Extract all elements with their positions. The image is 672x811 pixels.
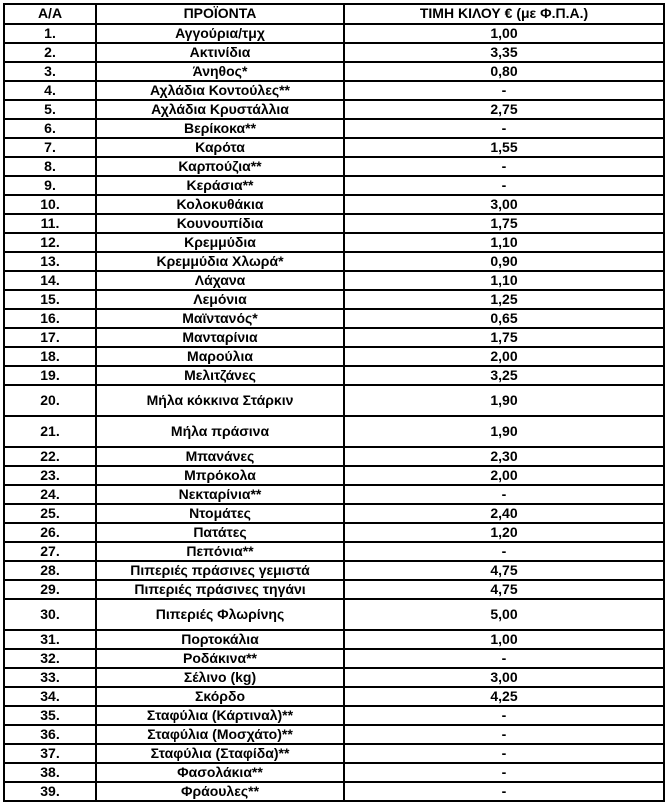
row-number-cell: 19. bbox=[4, 366, 96, 385]
row-number-cell: 17. bbox=[4, 328, 96, 347]
row-number-cell: 11. bbox=[4, 214, 96, 233]
row-number-cell: 31. bbox=[4, 630, 96, 649]
col-header-index: Α/Α bbox=[4, 4, 96, 24]
product-name-cell: Κεράσια** bbox=[96, 176, 344, 195]
price-value-cell: 1,20 bbox=[344, 523, 664, 542]
row-number-cell: 33. bbox=[4, 668, 96, 687]
row-number-cell: 36. bbox=[4, 725, 96, 744]
row-number-cell: 27. bbox=[4, 542, 96, 561]
row-number-cell: 37. bbox=[4, 744, 96, 763]
price-value-cell: 3,00 bbox=[344, 195, 664, 214]
table-row bbox=[4, 366, 664, 385]
table-row bbox=[4, 416, 664, 447]
product-name-cell: Πιπεριές πράσινες γεμιστά bbox=[96, 561, 344, 580]
table-row bbox=[4, 176, 664, 195]
row-number-cell: 18. bbox=[4, 347, 96, 366]
product-name-cell: Καρπούζια** bbox=[96, 157, 344, 176]
table-row bbox=[4, 233, 664, 252]
price-value-cell: - bbox=[344, 542, 664, 561]
table-row bbox=[4, 725, 664, 744]
price-value-cell: 0,90 bbox=[344, 252, 664, 271]
price-value-cell: - bbox=[344, 176, 664, 195]
row-number-cell: 13. bbox=[4, 252, 96, 271]
table-row bbox=[4, 195, 664, 214]
product-name-cell: Αχλάδια Κοντούλες** bbox=[96, 81, 344, 100]
table-row bbox=[4, 100, 664, 119]
table-row bbox=[4, 43, 664, 62]
row-number-cell: 34. bbox=[4, 687, 96, 706]
row-number-cell: 4. bbox=[4, 81, 96, 100]
product-name-cell: Καρότα bbox=[96, 138, 344, 157]
table-row bbox=[4, 466, 664, 485]
row-number-cell: 35. bbox=[4, 706, 96, 725]
product-name-cell: Νεκταρίνια** bbox=[96, 485, 344, 504]
product-name-cell: Ακτινίδια bbox=[96, 43, 344, 62]
table-row bbox=[4, 252, 664, 271]
product-name-cell: Σταφύλια (Σταφίδα)** bbox=[96, 744, 344, 763]
price-value-cell: 1,90 bbox=[344, 416, 664, 447]
table-row bbox=[4, 81, 664, 100]
price-value-cell: - bbox=[344, 725, 664, 744]
price-value-cell: 1,75 bbox=[344, 328, 664, 347]
table-row bbox=[4, 763, 664, 782]
table-row bbox=[4, 580, 664, 599]
product-name-cell: Αγγούρια/τμχ bbox=[96, 24, 344, 43]
row-number-cell: 38. bbox=[4, 763, 96, 782]
price-value-cell: 4,25 bbox=[344, 687, 664, 706]
table-row bbox=[4, 542, 664, 561]
price-value-cell: 1,10 bbox=[344, 233, 664, 252]
product-name-cell: Άνηθος* bbox=[96, 62, 344, 81]
row-number-cell: 23. bbox=[4, 466, 96, 485]
product-name-cell: Λεμόνια bbox=[96, 290, 344, 309]
product-name-cell: Μήλα κόκκινα Στάρκιν bbox=[96, 385, 344, 416]
price-value-cell: 0,80 bbox=[344, 62, 664, 81]
product-name-cell: Αχλάδια Κρυστάλλια bbox=[96, 100, 344, 119]
row-number-cell: 5. bbox=[4, 100, 96, 119]
row-number-cell: 26. bbox=[4, 523, 96, 542]
price-value-cell: - bbox=[344, 119, 664, 138]
table-row bbox=[4, 271, 664, 290]
table-row bbox=[4, 630, 664, 649]
table-row bbox=[4, 782, 664, 801]
row-number-cell: 25. bbox=[4, 504, 96, 523]
row-number-cell: 32. bbox=[4, 649, 96, 668]
row-number-cell: 15. bbox=[4, 290, 96, 309]
price-value-cell: - bbox=[344, 782, 664, 801]
table-row bbox=[4, 385, 664, 416]
product-name-cell: Σταφύλια (Κάρτιναλ)** bbox=[96, 706, 344, 725]
row-number-cell: 9. bbox=[4, 176, 96, 195]
product-name-cell: Πιπεριές Φλωρίνης bbox=[96, 599, 344, 630]
row-number-cell: 14. bbox=[4, 271, 96, 290]
row-number-cell: 28. bbox=[4, 561, 96, 580]
table-header bbox=[4, 4, 664, 24]
row-number-cell: 10. bbox=[4, 195, 96, 214]
product-name-cell: Φασολάκια** bbox=[96, 763, 344, 782]
table-row bbox=[4, 504, 664, 523]
price-value-cell: 1,75 bbox=[344, 214, 664, 233]
row-number-cell: 20. bbox=[4, 385, 96, 416]
product-name-cell: Μελιτζάνες bbox=[96, 366, 344, 385]
product-name-cell: Ντομάτες bbox=[96, 504, 344, 523]
price-value-cell: 1,25 bbox=[344, 290, 664, 309]
product-name-cell: Σταφύλια (Μοσχάτο)** bbox=[96, 725, 344, 744]
table-row bbox=[4, 290, 664, 309]
product-name-cell: Μπρόκολα bbox=[96, 466, 344, 485]
price-value-cell: 2,30 bbox=[344, 447, 664, 466]
table-row bbox=[4, 523, 664, 542]
product-name-cell: Λάχανα bbox=[96, 271, 344, 290]
price-value-cell: 5,00 bbox=[344, 599, 664, 630]
col-header-product: ΠΡΟΪΟΝΤΑ bbox=[96, 4, 344, 24]
price-value-cell: 2,00 bbox=[344, 466, 664, 485]
row-number-cell: 7. bbox=[4, 138, 96, 157]
product-name-cell: Μαϊντανός* bbox=[96, 309, 344, 328]
product-name-cell: Πορτοκάλια bbox=[96, 630, 344, 649]
product-name-cell: Φράουλες** bbox=[96, 782, 344, 801]
row-number-cell: 16. bbox=[4, 309, 96, 328]
row-number-cell: 21. bbox=[4, 416, 96, 447]
product-name-cell: Πεπόνια** bbox=[96, 542, 344, 561]
row-number-cell: 30. bbox=[4, 599, 96, 630]
price-value-cell: 1,90 bbox=[344, 385, 664, 416]
product-name-cell: Μανταρίνια bbox=[96, 328, 344, 347]
price-value-cell: 2,00 bbox=[344, 347, 664, 366]
table-row bbox=[4, 649, 664, 668]
row-number-cell: 22. bbox=[4, 447, 96, 466]
price-value-cell: - bbox=[344, 649, 664, 668]
product-name-cell: Κρεμμύδια Χλωρά* bbox=[96, 252, 344, 271]
table-row bbox=[4, 62, 664, 81]
product-name-cell: Πιπεριές πράσινες τηγάνι bbox=[96, 580, 344, 599]
price-value-cell: 4,75 bbox=[344, 561, 664, 580]
table-row bbox=[4, 687, 664, 706]
price-value-cell: - bbox=[344, 81, 664, 100]
row-number-cell: 39. bbox=[4, 782, 96, 801]
row-number-cell: 12. bbox=[4, 233, 96, 252]
price-value-cell: 1,00 bbox=[344, 24, 664, 43]
row-number-cell: 24. bbox=[4, 485, 96, 504]
table-row bbox=[4, 599, 664, 630]
price-value-cell: 3,00 bbox=[344, 668, 664, 687]
price-value-cell: 3,25 bbox=[344, 366, 664, 385]
price-value-cell: 3,35 bbox=[344, 43, 664, 62]
price-value-cell: - bbox=[344, 744, 664, 763]
product-name-cell: Μαρούλια bbox=[96, 347, 344, 366]
table-row bbox=[4, 328, 664, 347]
product-name-cell: Σέλινο (kg) bbox=[96, 668, 344, 687]
price-value-cell: 1,55 bbox=[344, 138, 664, 157]
table-row bbox=[4, 347, 664, 366]
price-value-cell: - bbox=[344, 485, 664, 504]
price-value-cell: 0,65 bbox=[344, 309, 664, 328]
price-value-cell: 4,75 bbox=[344, 580, 664, 599]
product-name-cell: Κολοκυθάκια bbox=[96, 195, 344, 214]
table-body bbox=[4, 24, 664, 801]
product-name-cell: Σκόρδο bbox=[96, 687, 344, 706]
table-row bbox=[4, 138, 664, 157]
price-value-cell: 1,10 bbox=[344, 271, 664, 290]
col-header-price: ΤΙΜΗ ΚΙΛΟΥ € (με Φ.Π.Α.) bbox=[344, 4, 664, 24]
product-name-cell: Μήλα πράσινα bbox=[96, 416, 344, 447]
row-number-cell: 3. bbox=[4, 62, 96, 81]
price-table bbox=[3, 3, 665, 802]
table-row bbox=[4, 24, 664, 43]
table-row bbox=[4, 119, 664, 138]
price-value-cell: - bbox=[344, 706, 664, 725]
product-name-cell: Βερίκοκα** bbox=[96, 119, 344, 138]
product-name-cell: Κρεμμύδια bbox=[96, 233, 344, 252]
row-number-cell: 1. bbox=[4, 24, 96, 43]
table-row bbox=[4, 668, 664, 687]
table-row bbox=[4, 485, 664, 504]
table-row bbox=[4, 214, 664, 233]
row-number-cell: 6. bbox=[4, 119, 96, 138]
table-row bbox=[4, 447, 664, 466]
header-row bbox=[4, 4, 664, 24]
product-name-cell: Κουνουπίδια bbox=[96, 214, 344, 233]
row-number-cell: 29. bbox=[4, 580, 96, 599]
product-name-cell: Μπανάνες bbox=[96, 447, 344, 466]
price-value-cell: - bbox=[344, 763, 664, 782]
row-number-cell: 2. bbox=[4, 43, 96, 62]
price-value-cell: 2,75 bbox=[344, 100, 664, 119]
table-row bbox=[4, 744, 664, 763]
row-number-cell: 8. bbox=[4, 157, 96, 176]
table-row bbox=[4, 561, 664, 580]
table-row bbox=[4, 157, 664, 176]
table-row bbox=[4, 706, 664, 725]
table-row bbox=[4, 309, 664, 328]
price-value-cell: 1,00 bbox=[344, 630, 664, 649]
product-name-cell: Ροδάκινα** bbox=[96, 649, 344, 668]
product-name-cell: Πατάτες bbox=[96, 523, 344, 542]
price-value-cell: 2,40 bbox=[344, 504, 664, 523]
price-value-cell: - bbox=[344, 157, 664, 176]
